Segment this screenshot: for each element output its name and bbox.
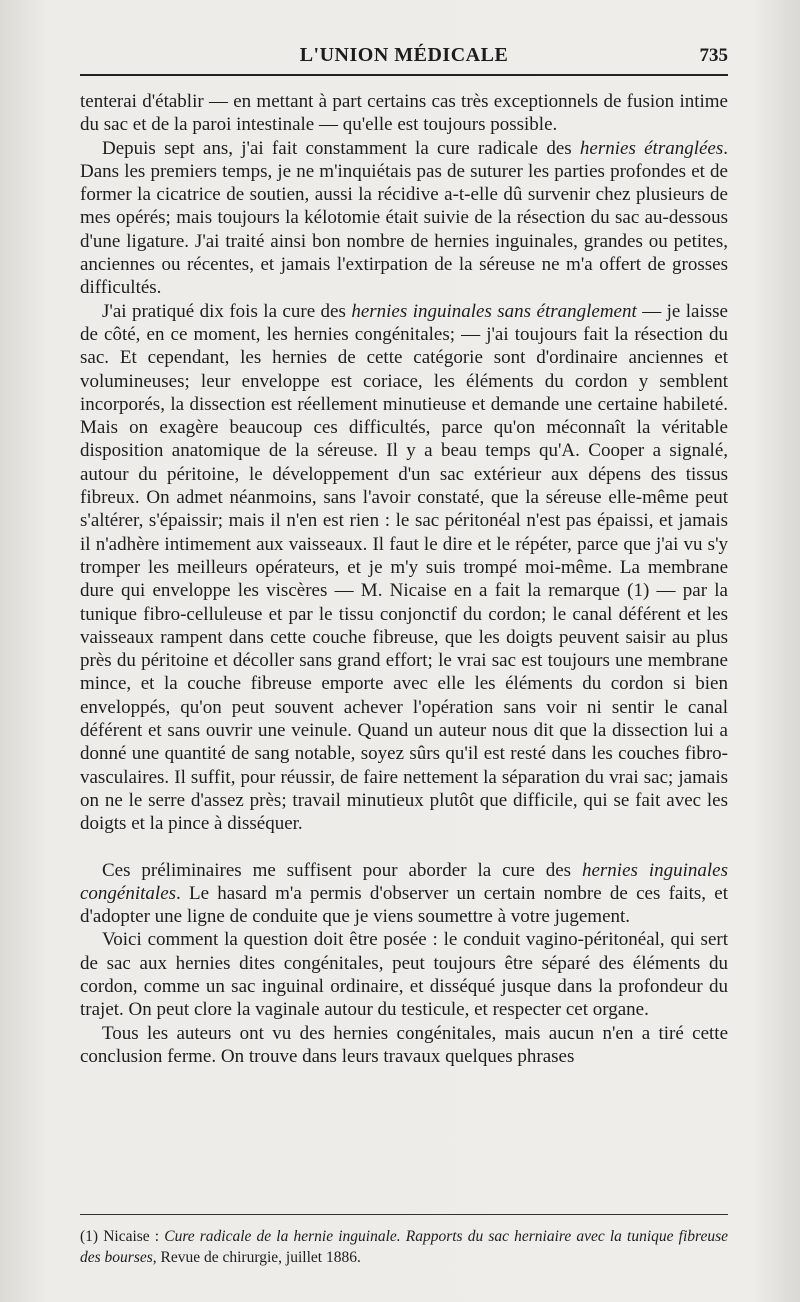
page-header bbox=[80, 44, 728, 74]
footnote bbox=[80, 1226, 728, 1268]
paragraph-4-text-a: Ces préliminaires me suffisent pour aborder la cure des bbox=[102, 859, 582, 881]
paragraph-4 bbox=[80, 859, 728, 929]
paragraph-3 bbox=[80, 300, 728, 836]
paragraph-1 bbox=[80, 90, 728, 137]
paragraph-2-text-b: . Dans les premiers temps, je ne m'inquiétais pas de suturer les parties profondes et de former la cicatrice de soutien, aussi la récidive a-t-elle dû survenir chez plusieurs de mes opérés; mais toujours la kélotomie était suivie de la résection du sac au-dessous d'une ligature. J'ai traité ainsi bon nombre de hernies inguinales, grandes ou petites, anciennes ou récentes, et jamais l'extirpation de la séreuse ne m'a offert de grosses difficultés. bbox=[80, 137, 729, 299]
running-title: L'UNION MÉDICALE bbox=[299, 44, 509, 66]
paragraph-4-text-b: . Le hasard m'a permis d'observer un certain nombre de ces faits, et d'adopter une ligne de conduite que je viens soumettre à votre jugement. bbox=[80, 882, 728, 928]
paragraph-3-emphasis: hernies inguinales sans étranglement bbox=[351, 300, 637, 322]
footnote-emphasis: Cure radicale de la hernie inguinale. Rapports du sac herniaire avec la tunique fibreuse des bourses bbox=[80, 1228, 729, 1266]
header-rule bbox=[80, 74, 728, 76]
paragraph-1-text: tenterai d'établir — en mettant à part certains cas très exceptionnels de fusion intime du sac et de la paroi intestinale — qu'elle est toujours possible. bbox=[80, 91, 728, 136]
paragraph-2 bbox=[80, 137, 728, 300]
paragraph-5-text: Voici comment la question doit être posée : le conduit vagino-péritonéal, qui sert de sac aux hernies dites congénitales, peut toujours être séparé des éléments du cordon, comme un sac inguinal ordinaire, et disséqué jusque dans la profondeur du trajet. On peut clore la vaginale autour du testicule, et respecter cet organe. bbox=[80, 929, 728, 1021]
paragraph-3-text-b: — je laisse de côté, en ce moment, les hernies congénitales; — j'ai toujours fait la résection du sac. Et cependant, les hernies de cette catégorie sont d'ordinaire anciennes et volumineuses; leur enveloppe est coriace, les éléments du cordon y semblent incorporés, la dissection est réellement minutieuse et demande une certaine habileté. Mais on exagère beaucoup ces difficultés, parce qu'on méconnaît la véritable disposition anatomique de la séreuse. Il y a beau temps qu'A. Cooper a signalé, autour du péritoine, le développement d'un sac extérieur aux dépens des tissus fibreux. On admet néanmoins, sans l'avoir constaté, que la séreuse elle-même peut s'altérer, s'épaissir; mais il n'en est rien : le sac péritonéal n'est pas épaissi, et jamais il n'adhère intimement aux vaisseaux. Il faut le dire et le répéter, parce que j'ai vu s'y tromper les meilleurs opérateurs, et je m'y suis trompé moi-même. La membrane dure qui enveloppe les viscères — M. Nicaise en a fait la remarque (1) — par la tunique fibro-celluleuse et par le tissu conjonctif du cordon; le canal déférent et les vaisseaux rampent dans cette couche fibreuse, que les doigts peuvent saisir au plus près du péritoine et décoller sans grand effort; le vrai sac est toujours une membrane mince, et la couche fibreuse emporte avec elle les éléments du cordon si bien enveloppés, qu'on peut souvent achever l'opération sans voir ni sentir le canal déférent et sans ouvrir une veinule. Quand un auteur nous dit que la dissection lui a donné une quantité de sang notable, soyez sûrs qu'il est resté dans les couches fibro-vasculaires. Il suffit, pour réussir, de faire nettement la séparation du vrai sac; jamais on ne le serre d'assez près; travail minutieux plutôt que difficile, qui se fait avec les doigts et la pince à disséquer. bbox=[80, 300, 728, 835]
paragraph-5 bbox=[80, 928, 728, 1021]
body-text bbox=[80, 90, 728, 1068]
page-number: 735 bbox=[699, 45, 728, 66]
paragraph-4-emphasis: hernies inguinales congénitales bbox=[80, 859, 728, 904]
paragraph-6 bbox=[80, 1022, 728, 1069]
paragraph-6-text: Tous les auteurs ont vu des hernies congénitales, mais aucun n'en a tiré cette conclusion ferme. On trouve dans leurs travaux quelques phrases bbox=[80, 1022, 728, 1067]
footnote-rule bbox=[80, 1214, 728, 1215]
footnote-text-a: (1) Nicaise : bbox=[80, 1228, 165, 1245]
paragraph-2-emphasis: hernies étranglées bbox=[579, 137, 724, 159]
paragraph-3-text-a: J'ai pratiqué dix fois la cure des bbox=[102, 300, 352, 322]
paragraph-2-text-a: Depuis sept ans, j'ai fait constamment la cure radicale des bbox=[102, 137, 580, 159]
footnote-text-b: , Revue de chirurgie, juillet 1886. bbox=[152, 1249, 361, 1266]
